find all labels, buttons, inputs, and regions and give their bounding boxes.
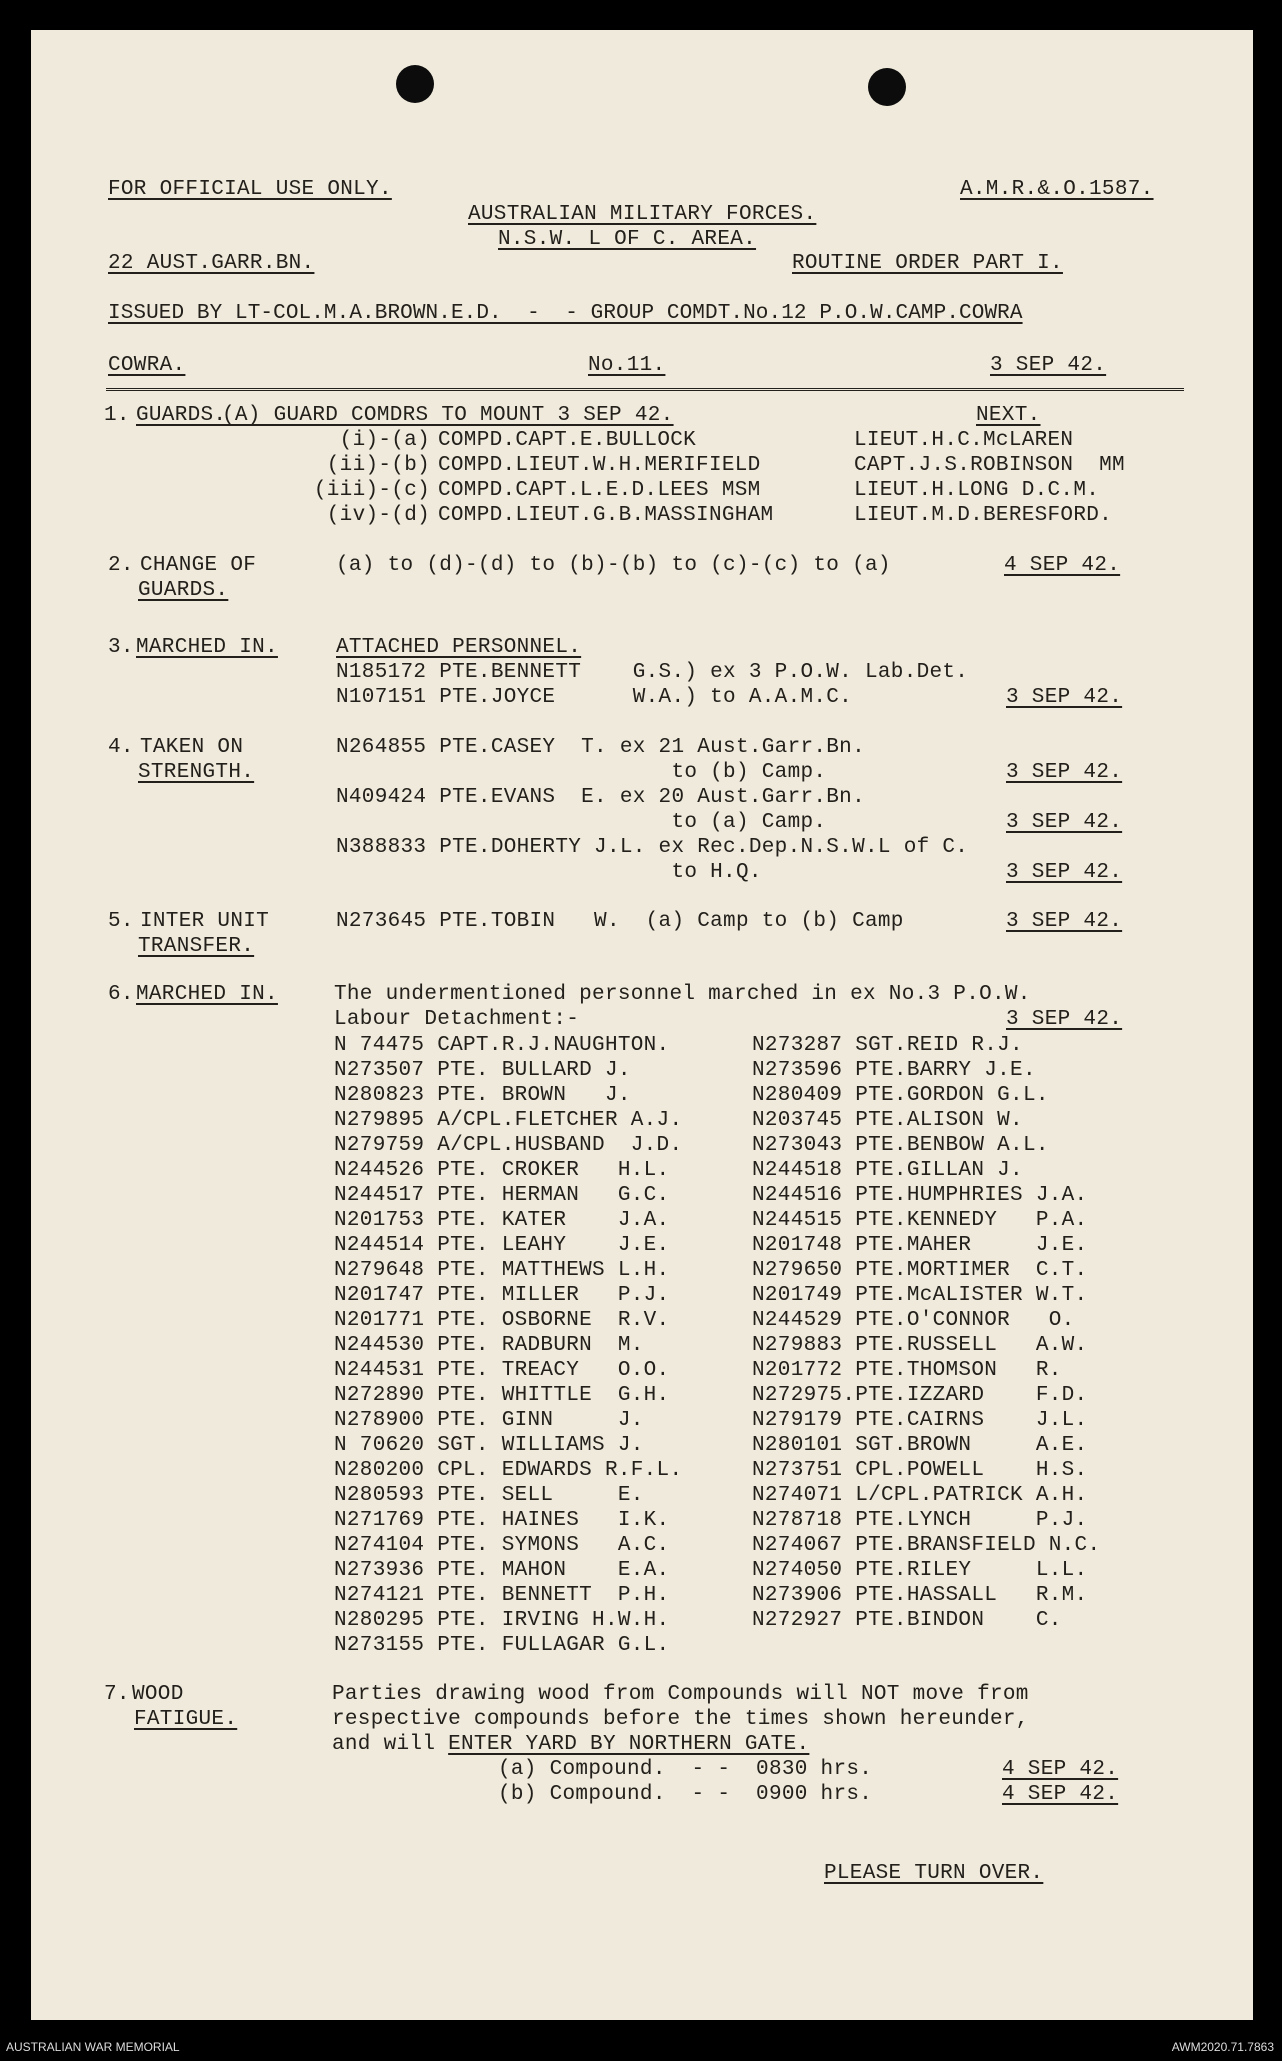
routine-order-title: ROUTINE ORDER PART I. [792,252,1063,275]
personnel-entry: N280823 PTE. BROWN J. [334,1084,631,1107]
personnel-entry: N201771 PTE. OSBORNE R.V. [334,1309,670,1332]
s1-index-column [290,428,430,528]
personnel-entry: N244518 PTE.GILLAN J. [752,1159,1023,1182]
personnel-entry: N279895 A/CPL.FLETCHER A.J. [334,1109,683,1132]
personnel-entry: N279650 PTE.MORTIMER C.T. [752,1259,1088,1282]
s2-number: 2. [108,554,134,577]
s1-next-column [854,428,1125,528]
personnel-entry: N279883 PTE.RUSSELL A.W. [752,1334,1088,1357]
personnel-entry: N273906 PTE.HASSALL R.M. [752,1584,1088,1607]
guard-commander: COMPD.LIEUT.G.B.MASSINGHAM [438,504,774,527]
personnel-entry: N274050 PTE.RILEY L.L. [752,1559,1088,1582]
personnel-entry: N 70620 SGT. WILLIAMS J. [334,1434,644,1457]
please-turn-over: PLEASE TURN OVER. [824,1862,1044,1885]
place-label: COWRA. [108,354,186,377]
s7-row-b: (b) Compound. - - 0900 hrs. [498,1783,873,1806]
s7-title-line2: FATIGUE. [134,1708,238,1731]
s1-subtitle: (A) GUARD COMDRS TO MOUNT 3 SEP 42. [222,404,674,427]
personnel-entry: N244514 PTE. LEAHY J.E. [334,1234,670,1257]
s5-transfer-text: N273645 PTE.TOBIN W. (a) Camp to (b) Camp [336,910,904,933]
personnel-entry: N280409 PTE.GORDON G.L. [752,1084,1049,1107]
s1-next-heading: NEXT. [976,404,1041,427]
area-title: N.S.W. L OF C. AREA. [498,228,757,251]
personnel-entry: N273596 PTE.BARRY J.E. [752,1059,1036,1082]
s3-line2: N107151 PTE.JOYCE W.A.) to A.A.M.C. [336,686,853,709]
s2-title-line1: CHANGE OF [140,554,257,577]
s4-title-line1: TAKEN ON [140,736,244,759]
personnel-entry: N272975.PTE.IZZARD F.D. [752,1384,1088,1407]
personnel-entry: N278718 PTE.LYNCH P.J. [752,1509,1088,1532]
s5-date: 3 SEP 42. [1006,910,1123,933]
personnel-entry: N274071 L/CPL.PATRICK A.H. [752,1484,1088,1507]
next-commander: LIEUT.H.C.McLAREN [854,429,1074,452]
personnel-entry: N244516 PTE.HUMPHRIES J.A. [752,1184,1088,1207]
s4-number: 4. [108,736,134,759]
punch-hole [868,68,906,106]
s4-line6: to H.Q. [336,861,762,884]
personnel-entry: N273043 PTE.BENBOW A.L. [752,1134,1049,1157]
s7-row-a: (a) Compound. - - 0830 hrs. [498,1758,873,1781]
personnel-entry: N244517 PTE. HERMAN G.C. [334,1184,670,1207]
personnel-entry: N271769 PTE. HAINES I.K. [334,1509,670,1532]
s7-gate-instruction: ENTER YARD BY NORTHERN GATE. [448,1733,810,1756]
personnel-entry: N244529 PTE.O'CONNOR O. [752,1309,1075,1332]
s3-title: MARCHED IN. [136,636,278,659]
s3-line1: N185172 PTE.BENNETT G.S.) ex 3 P.O.W. Lab.Det. [336,661,969,684]
s4-date-casey: 3 SEP 42. [1006,761,1123,784]
guard-index: (iii)-(c) [313,479,430,502]
personnel-entry: N273287 SGT.REID R.J. [752,1034,1023,1057]
next-commander: CAPT.J.S.ROBINSON MM [854,454,1125,477]
forces-title: AUSTRALIAN MILITARY FORCES. [468,203,817,226]
personnel-list-left [334,1033,682,1658]
footer-accession-number: AWM2020.71.7863 [1171,2040,1274,2054]
s6-title: MARCHED IN. [136,983,278,1006]
s4-date-doherty: 3 SEP 42. [1006,861,1123,884]
s2-title-line2: GUARDS. [138,579,229,602]
s4-date-evans: 3 SEP 42. [1006,811,1123,834]
guard-commander: COMPD.CAPT.E.BULLOCK [438,429,697,452]
s7-date-a: 4 SEP 42. [1002,1758,1119,1781]
s7-line3-start: and will [332,1733,449,1756]
s4-line5: N388833 PTE.DOHERTY J.L. ex Rec.Dep.N.S.W.L of C. [336,836,969,859]
personnel-entry: N 74475 CAPT.R.J.NAUGHTON. [334,1034,670,1057]
s3-date: 3 SEP 42. [1006,686,1123,709]
s5-number: 5. [108,910,134,933]
order-date: 3 SEP 42. [990,354,1107,377]
s2-change-text: (a) to (d)-(d) to (b)-(b) to (c)-(c) to (a) [336,554,891,577]
s1-number: 1. [104,404,130,427]
s6-intro-line2: Labour Detachment:- [334,1008,580,1031]
personnel-entry: N201753 PTE. KATER J.A. [334,1209,670,1232]
personnel-entry: N280101 SGT.BROWN A.E. [752,1434,1088,1457]
s5-title-line2: TRANSFER. [138,935,255,958]
personnel-entry: N280295 PTE. IRVING H.W.H. [334,1609,670,1632]
s6-number: 6. [108,983,134,1006]
personnel-entry: N279179 PTE.CAIRNS J.L. [752,1409,1088,1432]
order-number: No.11. [588,354,666,377]
s7-line2: respective compounds before the times shown hereunder, [332,1708,1029,1731]
guard-commander: COMPD.LIEUT.W.H.MERIFIELD [438,454,761,477]
s7-line3 [332,1733,809,1757]
issued-by-line: ISSUED BY LT-COL.M.A.BROWN.E.D. - - GROUP COMDT.No.12 P.O.W.CAMP.COWRA [108,302,1023,325]
personnel-entry: N244515 PTE.KENNEDY P.A. [752,1209,1088,1232]
personnel-entry: N201747 PTE. MILLER P.J. [334,1284,670,1307]
personnel-entry: N274067 PTE.BRANSFIELD N.C. [752,1534,1101,1557]
s7-date-b: 4 SEP 42. [1002,1783,1119,1806]
personnel-entry: N279648 PTE. MATTHEWS L.H. [334,1259,670,1282]
s5-title-line1: INTER UNIT [140,910,270,933]
reference-number: A.M.R.&.O.1587. [960,178,1154,201]
guard-index: (ii)-(b) [326,454,430,477]
s4-line1: N264855 PTE.CASEY T. ex 21 Aust.Garr.Bn. [336,736,865,759]
s1-title: GUARDS. [136,404,227,427]
s3-number: 3. [108,636,134,659]
personnel-entry: N278900 PTE. GINN J. [334,1409,644,1432]
personnel-list-right [752,1033,1100,1633]
personnel-entry: N274121 PTE. BENNETT P.H. [334,1584,670,1607]
s2-date: 4 SEP 42. [1004,554,1121,577]
next-commander: LIEUT.H.LONG D.C.M. [854,479,1100,502]
personnel-entry: N274104 PTE. SYMONS A.C. [334,1534,670,1557]
personnel-entry: N273751 CPL.POWELL H.S. [752,1459,1088,1482]
personnel-entry: N244531 PTE. TREACY O.O. [334,1359,670,1382]
s4-line2: to (b) Camp. [336,761,827,784]
personnel-entry: N273936 PTE. MAHON E.A. [334,1559,670,1582]
guard-index: (i)-(a) [339,429,430,452]
personnel-entry: N273155 PTE. FULLAGAR G.L. [334,1634,670,1657]
personnel-entry: N272890 PTE. WHITTLE G.H. [334,1384,670,1407]
personnel-entry: N203745 PTE.ALISON W. [752,1109,1023,1132]
personnel-entry: N244526 PTE. CROKER H.L. [334,1159,670,1182]
official-use-label: FOR OFFICIAL USE ONLY. [108,178,392,201]
personnel-entry: N272927 PTE.BINDON C. [752,1609,1062,1632]
footer-archive-name: AUSTRALIAN WAR MEMORIAL [6,2040,180,2054]
s7-title-line1: WOOD [132,1683,184,1706]
s1-commander-column [438,428,773,528]
personnel-entry: N279759 A/CPL.HUSBAND J.D. [334,1134,683,1157]
guard-commander: COMPD.CAPT.L.E.D.LEES MSM [438,479,761,502]
s6-intro-line1: The undermentioned personnel marched in ex No.3 P.O.W. [334,983,1031,1006]
personnel-entry: N201748 PTE.MAHER J.E. [752,1234,1088,1257]
personnel-entry: N280593 PTE. SELL E. [334,1484,644,1507]
s4-line3: N409424 PTE.EVANS E. ex 20 Aust.Garr.Bn. [336,786,865,809]
guard-index: (iv)-(d) [326,504,430,527]
next-commander: LIEUT.M.D.BERESFORD. [854,504,1113,527]
s3-heading: ATTACHED PERSONNEL. [336,636,582,659]
personnel-entry: N201772 PTE.THOMSON R. [752,1359,1062,1382]
s4-line4: to (a) Camp. [336,811,827,834]
punch-hole [396,65,434,103]
divider-rule [106,388,1184,391]
s7-number: 7. [104,1683,130,1706]
s7-line1: Parties drawing wood from Compounds will NOT move from [332,1683,1029,1706]
personnel-entry: N244530 PTE. RADBURN M. [334,1334,644,1357]
s6-date: 3 SEP 42. [1006,1008,1123,1031]
unit-name: 22 AUST.GARR.BN. [108,252,315,275]
personnel-entry: N273507 PTE. BULLARD J. [334,1059,631,1082]
s4-title-line2: STRENGTH. [138,761,255,784]
personnel-entry: N280200 CPL. EDWARDS R.F.L. [334,1459,683,1482]
personnel-entry: N201749 PTE.McALISTER W.T. [752,1284,1088,1307]
